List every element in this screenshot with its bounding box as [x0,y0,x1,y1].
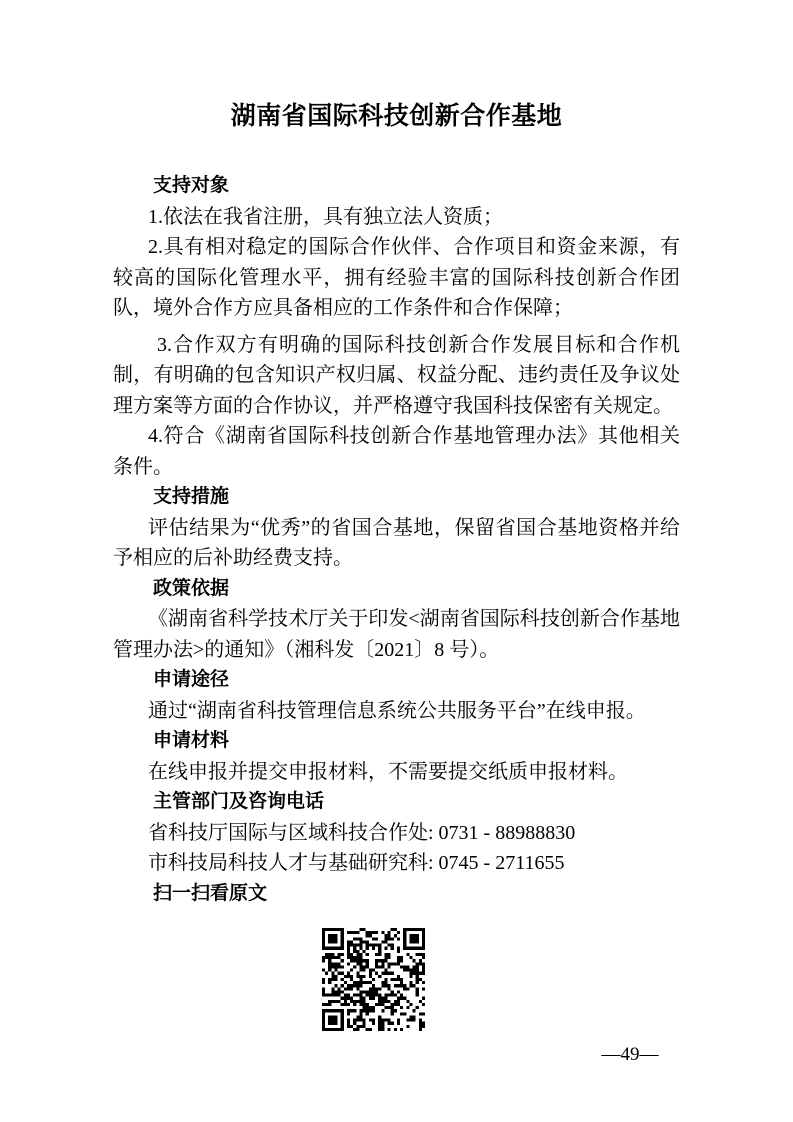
page-number: —49— [601,1044,659,1065]
section-heading-support-targets: 支持对象 [153,175,230,196]
paragraph: 1.依法在我省注册，具有独立法人资质； [148,205,503,228]
section-heading-scan-original: 扫一扫看原文 [153,882,268,904]
contact-line-province: 省科技厅国际与区域科技合作处: 0731 - 88988830 [148,821,576,844]
paragraph: 在线申报并提交申报材料，不需要提交纸质申报材料。 [148,760,628,783]
section-heading-support-measures: 支持措施 [153,486,230,507]
section-heading-policy-basis: 政策依据 [153,577,230,599]
paragraph: 《湖南省科学技术厅关于印发<湖南省国际科技创新合作基地管理办法>的通知》（湘科发〔2021〕8 号）。 [113,608,680,661]
qr-code [322,928,425,1031]
section-heading-authority-contacts: 主管部门及咨询电话 [153,791,325,812]
contact-line-city: 市科技局科技人才与基础研究科: 0745 - 2711655 [148,852,565,874]
paragraph: 评估结果为“优秀”的省国合基地，保留省国合基地资格并给予相应的后补助经费支持。 [113,516,680,569]
paragraph: 3.合作双方有明确的国际科技创新合作发展目标和合作机制，有明确的包含知识产权归属、权益分配、违约责任及争议处理方案等方面的合作协议，并严格遵守我国科技保密有关规定。 [113,333,680,417]
paragraph: 2.具有相对稳定的国际合作伙伴、合作项目和资金来源，有较高的国际化管理水平，拥有经验丰富的国际科技创新合作团队，境外合作方应具备相应的工作条件和合作保障； [113,236,680,319]
paragraph: 4.符合《湖南省国际科技创新合作基地管理办法》其他相关条件。 [113,425,680,478]
section-heading-application-channel: 申请途径 [153,669,230,690]
document-body [113,171,680,1031]
page-title: 湖南省国际科技创新合作基地 [230,103,563,130]
paragraph: 通过“湖南省科技管理信息系统公共服务平台”在线申报。 [148,699,646,722]
section-heading-application-materials: 申请材料 [153,730,230,751]
